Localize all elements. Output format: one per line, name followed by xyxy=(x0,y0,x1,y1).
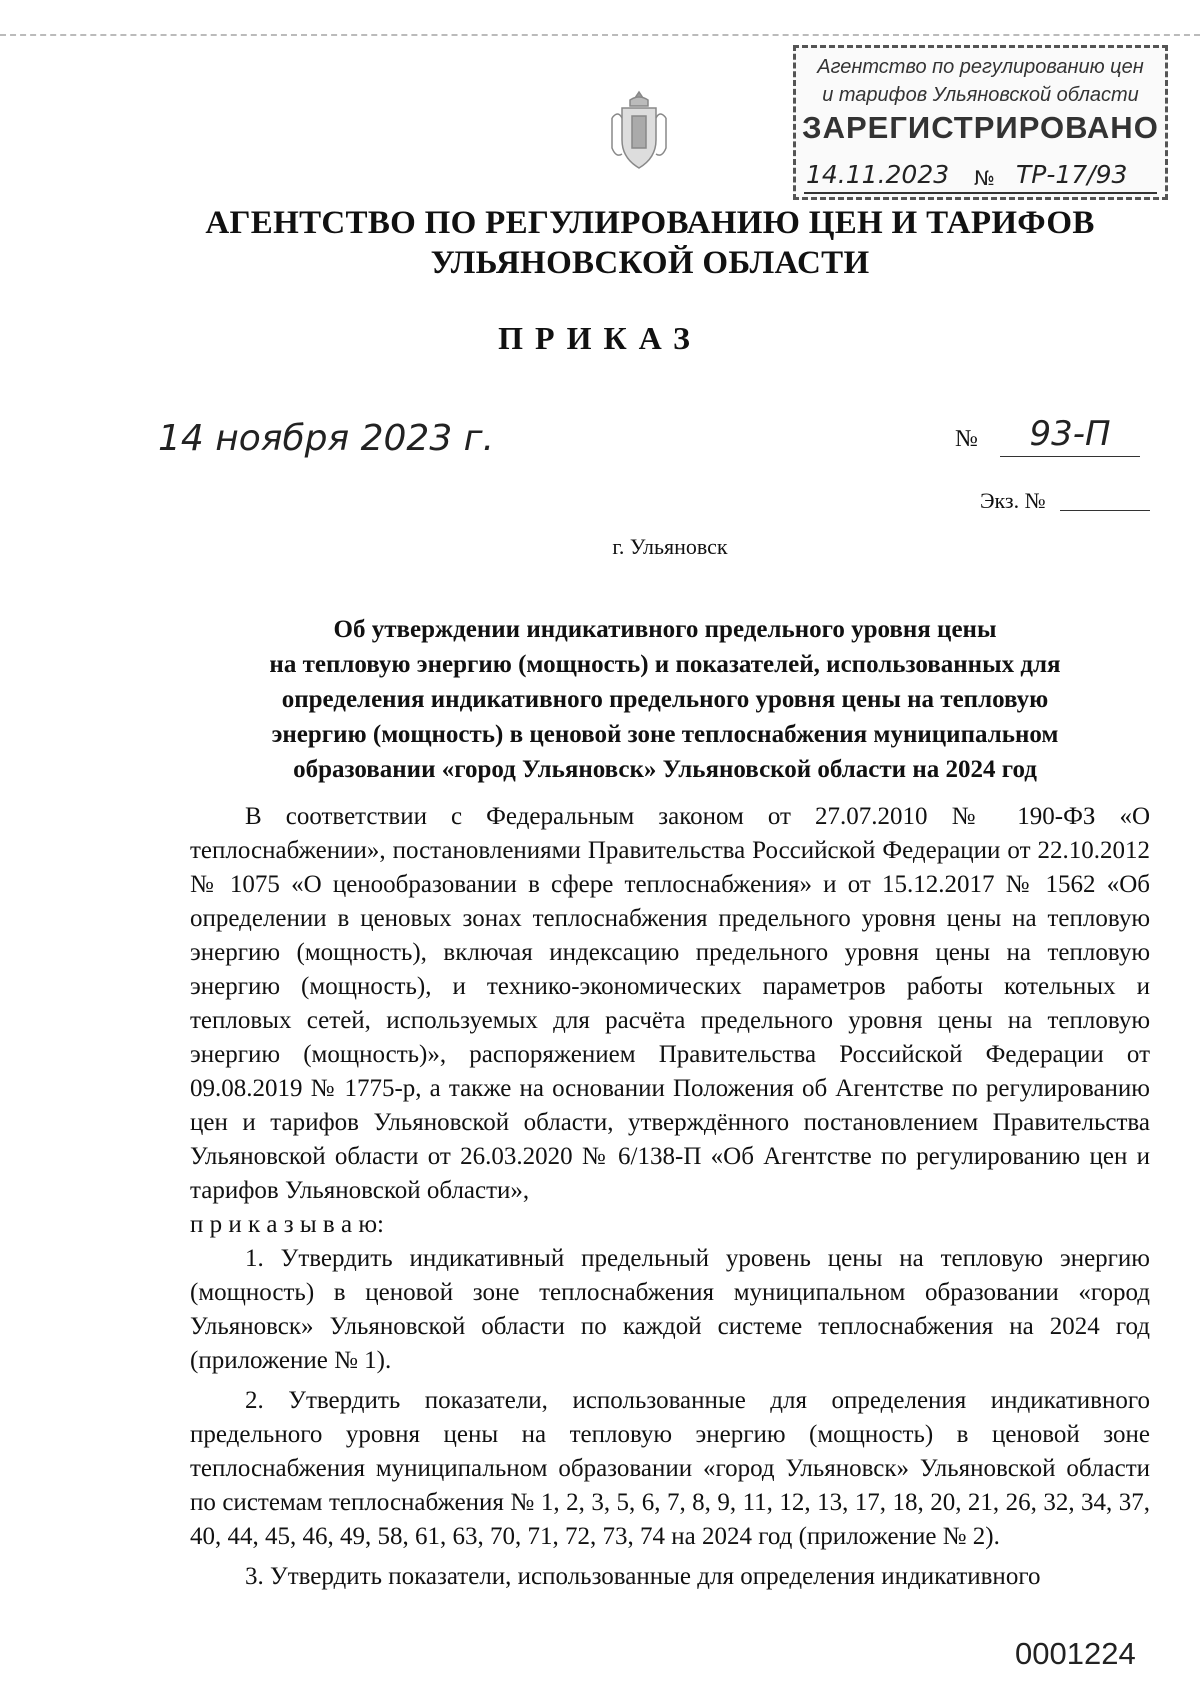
stamp-number: ТР-17/93 xyxy=(1016,160,1128,189)
subject-line-3: определения индикативного предельного уровня цены на тепловую xyxy=(281,686,1049,713)
order-subject xyxy=(190,612,1140,787)
coat-of-arms-icon xyxy=(608,88,670,173)
order-item-1: 1. Утвердить индикативный предельный уровень цены на тепловую энергию (мощность) в ценовой зоне теплоснабжения муниципальном образовании «город Ульяновск» Ульяновской области по каждой системе теплоснабжения на 2024 год (приложение № 1). xyxy=(190,1245,1150,1374)
subject-line-5: образовании «город Ульяновск» Ульяновской области на 2024 год xyxy=(293,756,1037,783)
document-type: ПРИКАЗ xyxy=(498,320,702,356)
form-serial-number: 0001224 xyxy=(1015,1636,1136,1671)
agency-name-line-1: АГЕНТСТВО ПО РЕГУЛИРОВАНИЮ ЦЕН И ТАРИФОВ xyxy=(205,205,1095,241)
order-word: п р и к а з ы в а ю: xyxy=(190,1211,384,1238)
order-number-label: № xyxy=(955,426,978,452)
city: г. Ульяновск xyxy=(612,534,728,559)
subject-line-4: энергию (мощность) в ценовой зоне теплоснабжения муниципальном xyxy=(271,721,1059,748)
subject-line-2: на тепловую энергию (мощность) и показателей, использованных для xyxy=(269,651,1061,678)
stamp-line-1: Агентство по регулированию цен xyxy=(817,56,1144,78)
subject-line-1: Об утверждении индикативного предельного уровня цены xyxy=(333,616,997,643)
registration-stamp xyxy=(793,45,1168,200)
stamp-line-2: и тарифов Ульяновской области xyxy=(822,84,1139,106)
order-item-3: 3. Утвердить показатели, использованные для определения индикативного xyxy=(245,1563,1041,1590)
order-body xyxy=(190,800,1150,1594)
stamp-underline xyxy=(804,192,1157,194)
agency-name-line-2: УЛЬЯНОВСКОЙ ОБЛАСТИ xyxy=(430,245,870,281)
preamble-paragraph: В соответствии с Федеральным законом от 27.07.2010 № 190-ФЗ «О теплоснабжении», постановлениями Правительства Российской Федерации от 22.10.2012 № 1075 «О ценообразовании в сфере теплоснабжения» и от 15.12.2017 № 1562 «Об определении в ценовых зонах теплоснабжения предельного уровня цены на тепловую энергию (мощность), включая индексацию предельного уровня цены на тепловую энергию (мощность), и технико-экономических параметров работы котельных и тепловых сетей, используемых для расчёта предельного уровня цены на тепловую энергию (мощность)», распоряжением Правительства Российской Федерации от 09.08.2019 № 1775-р, а также на основании Положения об Агентстве по регулированию цен и тарифов Ульяновской области, утверждённого постановлением Правительства Ульяновской области от 26.03.2020 № 6/138-П «Об Агентстве по регулированию цен и тарифов Ульяновской области», xyxy=(190,803,1150,1204)
order-number: 93-П xyxy=(1000,414,1140,457)
top-scan-line xyxy=(0,34,1200,36)
copy-number-line xyxy=(1060,510,1150,511)
stamp-registered: ЗАРЕГИСТРИРОВАНО xyxy=(802,110,1159,145)
agency-name xyxy=(200,203,1100,283)
copy-number-label: Экз. № xyxy=(980,488,1046,513)
stamp-date: 14.11.2023 xyxy=(806,160,950,189)
order-item-2: 2. Утвердить показатели, использованные для определения индикативного предельного уровня цены на тепловую энергию (мощность) в ценовой зоне теплоснабжения муниципальном образовании «город Ульяновск» Ульяновской области по системам теплоснабжения № 1, 2, 3, 5, 6, 7, 8, 9, 11, 12, 13, 17, 18, 20, 21, 26, 32, 34, 37, 40, 44, 45, 46, 49, 58, 61, 63, 70, 71, 72, 73, 74 на 2024 год (приложение № 2). xyxy=(190,1387,1150,1550)
order-date: 14 ноября 2023 г. xyxy=(158,418,495,459)
stamp-number-label: № xyxy=(974,166,995,190)
